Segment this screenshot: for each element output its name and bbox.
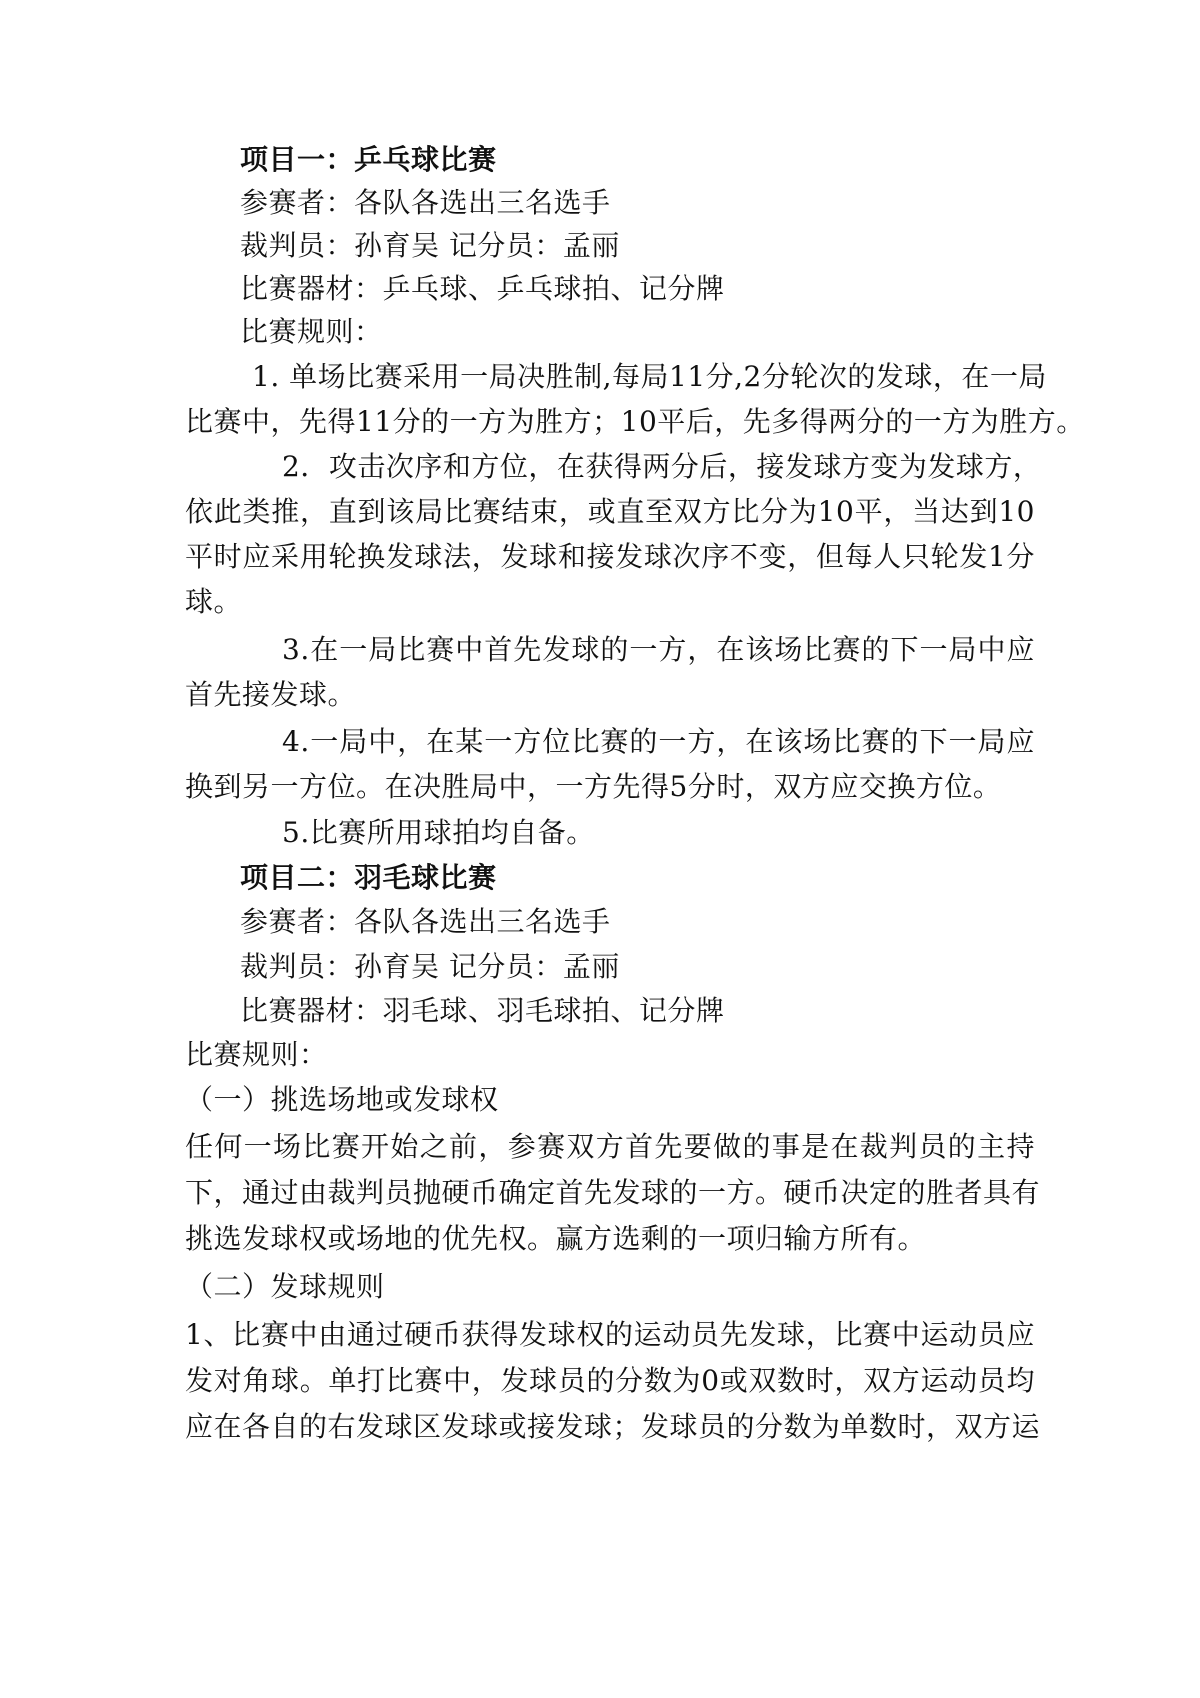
officials-line-2: 裁判员：孙育吴 记分员：孟丽 [240,950,620,983]
rule-1-line-1: 1. 单场比赛采用一局决胜制,每局11分,2分轮次的发球，在一局 [252,360,1047,393]
serve-rule-line-1: 1、比赛中由通过硬币获得发球权的运动员先发球，比赛中运动员应 [185,1318,1035,1351]
subheading-serve-rules: （二）发球规则 [185,1270,385,1303]
officials-line: 裁判员：孙育吴 记分员：孟丽 [240,229,620,262]
rule-2-line-3: 平时应采用轮换发球法，发球和接发球次序不变，但每人只轮发1分 [185,540,1035,573]
rule-5-line: 5.比赛所用球拍均自备。 [282,816,595,849]
coin-toss-line-1: 任何一场比赛开始之前，参赛双方首先要做的事是在裁判员的主持 [185,1130,1035,1163]
rule-4-line-2: 换到另一方位。在决胜局中，一方先得5分时，双方应交换方位。 [185,770,1002,803]
rule-4-line-1: 4.一局中，在某一方位比赛的一方，在该场比赛的下一局应 [282,725,1035,758]
subheading-choose-court: （一）挑选场地或发球权 [185,1083,499,1116]
serve-rule-line-2: 发对角球。单打比赛中，发球员的分数为0或双数时，双方运动员均 [185,1364,1035,1397]
participants-line: 参赛者：各队各选出三名选手 [240,186,611,219]
equipment-line: 比赛器材：乒乓球、乒乓球拍、记分牌 [240,272,725,305]
rule-2-line-4: 球。 [185,585,243,618]
rule-3-line-2: 首先接发球。 [185,678,357,711]
coin-toss-line-2: 下，通过由裁判员抛硬币确定首先发球的一方。硬币决定的胜者具有 [185,1176,1041,1209]
rules-label: 比赛规则： [240,315,383,348]
rule-1-line-2: 比赛中，先得11分的一方为胜方；10平后，先多得两分的一方为胜方。 [185,405,1085,438]
rule-3-line-1: 3.在一局比赛中首先发球的一方，在该场比赛的下一局中应 [282,633,1035,666]
section-heading-table-tennis: 项目一：乒乓球比赛 [240,143,497,176]
rule-2-line-1: 2．攻击次序和方位，在获得两分后，接发球方变为发球方， [282,450,1042,483]
rule-2-line-2: 依此类推，直到该局比赛结束，或直至双方比分为10平，当达到10 [185,495,1035,528]
section-heading-badminton: 项目二：羽毛球比赛 [240,861,497,894]
equipment-line-2: 比赛器材：羽毛球、羽毛球拍、记分牌 [240,994,725,1027]
serve-rule-line-3: 应在各自的右发球区发球或接发球；发球员的分数为单数时，双方运 [185,1410,1041,1443]
rules-label-2: 比赛规则： [185,1038,328,1071]
coin-toss-line-3: 挑选发球权或场地的优先权。赢方选剩的一项归输方所有。 [185,1222,927,1255]
participants-line-2: 参赛者：各队各选出三名选手 [240,905,611,938]
